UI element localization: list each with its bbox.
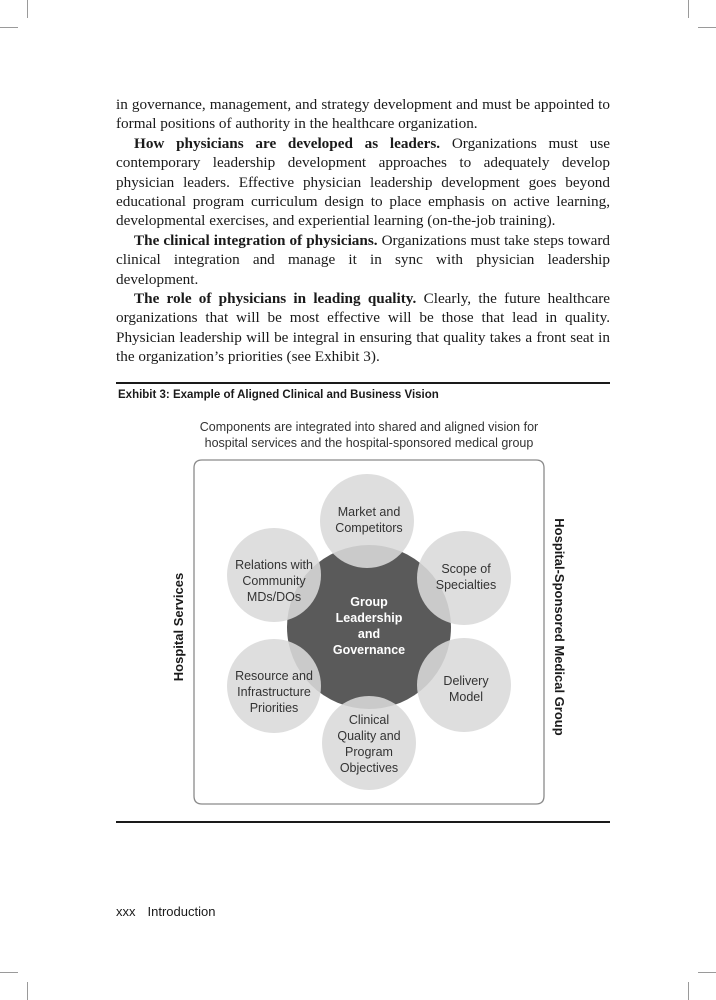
clinical-label: Program bbox=[345, 745, 393, 759]
delivery-label: Delivery bbox=[443, 674, 489, 688]
paragraph-body: Clearly, the future healthcare organizations that will be most effective will be those that lead in quality. Physician leadership will be integral in ensuring that quality takes a front seat in the organization’s priorities (see Exhibit 3). bbox=[116, 290, 610, 366]
market-label: Market and bbox=[337, 505, 401, 519]
medical-group-label: Hospital-Sponsored Medical Group bbox=[552, 518, 567, 736]
paragraph-heading: How physicians are developed as leaders. bbox=[134, 134, 441, 152]
scope-label: Specialties bbox=[435, 578, 497, 592]
clinical-label: Objectives bbox=[339, 761, 399, 775]
diagram-caption: Components are integrated into shared and aligned vision for bbox=[199, 420, 539, 434]
relations-label: MDs/DOs bbox=[246, 590, 302, 604]
paragraph-heading: The clinical integration of physicians. bbox=[134, 231, 378, 249]
resource-label: Infrastructure bbox=[237, 685, 311, 699]
running-footer-section: Introduction bbox=[147, 904, 216, 919]
hospital-services-label: Hospital Services bbox=[171, 572, 186, 682]
paragraph-body: Organizations must use contemporary leadership development approaches to adequately develop physician leaders. Effective physician leadership development goes beyond educational program curriculum design to place emphasis on active learning, developmental exercises, and experiential learning (on-the-job training). bbox=[116, 134, 610, 230]
center-label: Group bbox=[350, 595, 388, 609]
exhibit-title: Exhibit 3: Example of Aligned Clinical and Business Vision bbox=[118, 389, 439, 401]
clinical-label: Quality and bbox=[337, 729, 401, 743]
resource-label: Resource and bbox=[235, 669, 313, 683]
page-footer bbox=[116, 904, 227, 919]
center-label: and bbox=[357, 627, 381, 641]
resource-label: Priorities bbox=[249, 701, 299, 715]
exhibit-bottom-rule bbox=[116, 821, 610, 823]
clinical-circle bbox=[322, 696, 416, 790]
paragraph-body: Organizations must take steps toward clinical integration and manage it in sync with physician leadership development. bbox=[116, 231, 610, 288]
diagram-caption: hospital services and the hospital-sponsored medical group bbox=[204, 436, 534, 450]
delivery-label: Model bbox=[448, 690, 484, 704]
page-number: xxx bbox=[116, 904, 136, 919]
center-label: Governance bbox=[332, 643, 406, 657]
clinical-label: Clinical bbox=[348, 713, 390, 727]
market-label: Competitors bbox=[335, 521, 403, 535]
scope-label: Scope of bbox=[441, 562, 491, 576]
relations-label: Community bbox=[242, 574, 306, 588]
paragraph-heading: The role of physicians in leading quality. bbox=[134, 290, 417, 308]
center-label: Leadership bbox=[335, 611, 403, 625]
relations-label: Relations with bbox=[235, 558, 313, 572]
paragraph: in governance, management, and strategy development and must be appointed to formal positions of authority in the healthcare organization. bbox=[116, 96, 610, 133]
